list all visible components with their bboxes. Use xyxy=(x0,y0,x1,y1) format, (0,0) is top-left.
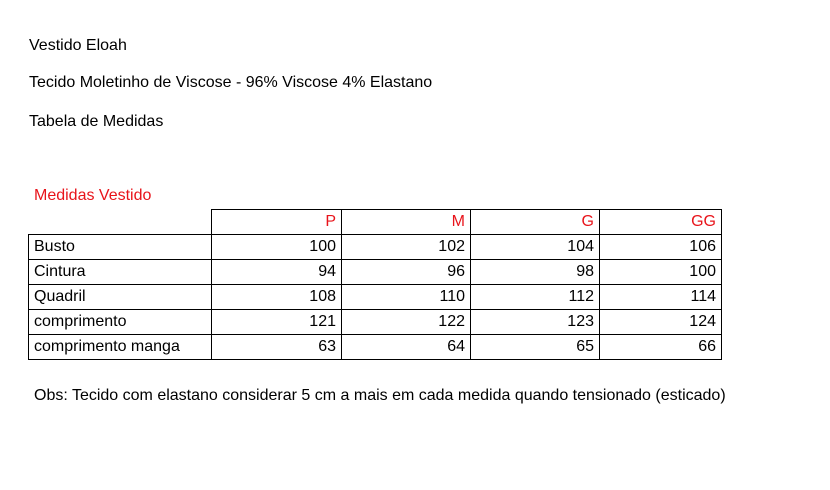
table-cell: 100 xyxy=(212,235,342,260)
size-header-p: P xyxy=(212,210,342,235)
table-row xyxy=(29,310,722,335)
table-cell: 63 xyxy=(212,335,342,360)
row-label-quadril: Quadril xyxy=(29,285,212,310)
table-cell: 114 xyxy=(600,285,722,310)
section-title: Medidas Vestido xyxy=(34,187,152,204)
table-heading: Tabela de Medidas xyxy=(29,113,164,130)
table-cell: 121 xyxy=(212,310,342,335)
table-cell: 110 xyxy=(342,285,471,310)
row-label-busto: Busto xyxy=(29,235,212,260)
table-cell: 112 xyxy=(471,285,600,310)
table-cell: 64 xyxy=(342,335,471,360)
table-header-row xyxy=(29,210,722,235)
measurements-table xyxy=(28,209,722,360)
size-header-g: G xyxy=(471,210,600,235)
table-cell: 94 xyxy=(212,260,342,285)
row-label-cintura: Cintura xyxy=(29,260,212,285)
fabric-description: Tecido Moletinho de Viscose - 96% Viscose 4% Elastano xyxy=(29,74,433,91)
size-header-gg: GG xyxy=(600,210,722,235)
table-cell: 122 xyxy=(342,310,471,335)
table-cell: 104 xyxy=(471,235,600,260)
table-row xyxy=(29,260,722,285)
table-cell: 108 xyxy=(212,285,342,310)
row-label-comprimento: comprimento xyxy=(29,310,212,335)
size-header-m: M xyxy=(342,210,471,235)
table-row xyxy=(29,235,722,260)
product-name: Vestido Eloah xyxy=(29,37,127,54)
table-cell: 66 xyxy=(600,335,722,360)
row-label-comprimento-manga: comprimento manga xyxy=(29,335,212,360)
table-cell: 100 xyxy=(600,260,722,285)
table-cell: 102 xyxy=(342,235,471,260)
table-cell: 96 xyxy=(342,260,471,285)
note-text: Obs: Tecido com elastano considerar 5 cm a mais em cada medida quando tensionado (esticado) xyxy=(34,387,726,404)
table-row xyxy=(29,335,722,360)
table-cell: 124 xyxy=(600,310,722,335)
header-corner xyxy=(29,210,212,235)
table-row xyxy=(29,285,722,310)
table-cell: 65 xyxy=(471,335,600,360)
table-cell: 123 xyxy=(471,310,600,335)
table-cell: 98 xyxy=(471,260,600,285)
table-cell: 106 xyxy=(600,235,722,260)
